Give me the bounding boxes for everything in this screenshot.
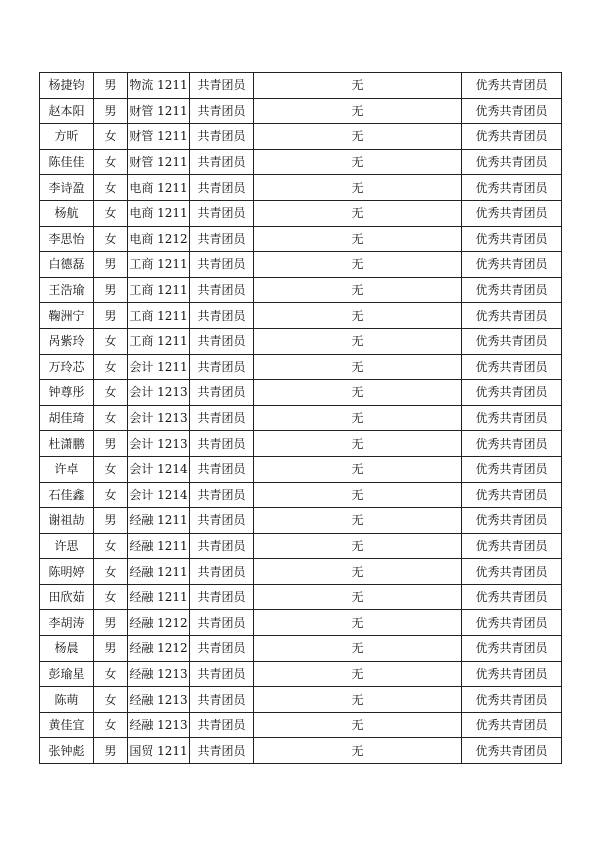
class-cell: 会计 1213: [128, 405, 190, 431]
remark-cell: 无: [254, 636, 462, 662]
remark-cell: 无: [254, 405, 462, 431]
gender-cell: 女: [94, 380, 128, 406]
student-name-cell: 陈明婷: [40, 559, 94, 585]
class-cell: 会计 1211: [128, 354, 190, 380]
honor-cell: 优秀共青团员: [462, 508, 562, 534]
table-row: [40, 661, 562, 687]
student-name-cell: 李思怡: [40, 226, 94, 252]
political-status-cell: 共青团员: [190, 405, 254, 431]
political-status-cell: 共青团员: [190, 200, 254, 226]
gender-cell: 女: [94, 200, 128, 226]
gender-cell: 女: [94, 175, 128, 201]
remark-cell: 无: [254, 380, 462, 406]
honor-cell: 优秀共青团员: [462, 149, 562, 175]
remark-cell: 无: [254, 98, 462, 124]
gender-cell: 女: [94, 584, 128, 610]
honor-cell: 优秀共青团员: [462, 328, 562, 354]
student-name-cell: 杜潇鹏: [40, 431, 94, 457]
table-row: [40, 328, 562, 354]
honor-cell: 优秀共青团员: [462, 559, 562, 585]
honor-cell: 优秀共青团员: [462, 200, 562, 226]
political-status-cell: 共青团员: [190, 712, 254, 738]
class-cell: 会计 1213: [128, 431, 190, 457]
political-status-cell: 共青团员: [190, 98, 254, 124]
class-cell: 工商 1211: [128, 303, 190, 329]
remark-cell: 无: [254, 712, 462, 738]
political-status-cell: 共青团员: [190, 380, 254, 406]
table-row: [40, 508, 562, 534]
class-cell: 工商 1211: [128, 252, 190, 278]
political-status-cell: 共青团员: [190, 277, 254, 303]
student-name-cell: 黄佳宜: [40, 712, 94, 738]
honor-cell: 优秀共青团员: [462, 405, 562, 431]
table-row: [40, 687, 562, 713]
student-name-cell: 赵本阳: [40, 98, 94, 124]
class-cell: 物流 1211: [128, 73, 190, 99]
table-row: [40, 200, 562, 226]
class-cell: 经融 1213: [128, 712, 190, 738]
honor-cell: 优秀共青团员: [462, 533, 562, 559]
gender-cell: 女: [94, 661, 128, 687]
political-status-cell: 共青团员: [190, 252, 254, 278]
gender-cell: 女: [94, 328, 128, 354]
political-status-cell: 共青团员: [190, 456, 254, 482]
gender-cell: 女: [94, 124, 128, 150]
table-row: [40, 610, 562, 636]
student-name-cell: 王浩瑜: [40, 277, 94, 303]
remark-cell: 无: [254, 73, 462, 99]
table-row: [40, 405, 562, 431]
remark-cell: 无: [254, 738, 462, 764]
political-status-cell: 共青团员: [190, 508, 254, 534]
gender-cell: 男: [94, 610, 128, 636]
table-row: [40, 73, 562, 99]
remark-cell: 无: [254, 687, 462, 713]
honor-cell: 优秀共青团员: [462, 226, 562, 252]
gender-cell: 女: [94, 456, 128, 482]
remark-cell: 无: [254, 175, 462, 201]
student-name-cell: 杨捷钧: [40, 73, 94, 99]
honor-roster-table: [39, 72, 562, 764]
table-row: [40, 559, 562, 585]
student-name-cell: 许卓: [40, 456, 94, 482]
remark-cell: 无: [254, 559, 462, 585]
table-row: [40, 175, 562, 201]
table-row: [40, 149, 562, 175]
class-cell: 国贸 1211: [128, 738, 190, 764]
gender-cell: 男: [94, 303, 128, 329]
honor-cell: 优秀共青团员: [462, 277, 562, 303]
class-cell: 电商 1211: [128, 175, 190, 201]
class-cell: 经融 1211: [128, 584, 190, 610]
remark-cell: 无: [254, 610, 462, 636]
gender-cell: 女: [94, 149, 128, 175]
honor-cell: 优秀共青团员: [462, 303, 562, 329]
remark-cell: 无: [254, 277, 462, 303]
remark-cell: 无: [254, 124, 462, 150]
student-name-cell: 李诗盈: [40, 175, 94, 201]
class-cell: 财管 1211: [128, 124, 190, 150]
student-name-cell: 田欣茹: [40, 584, 94, 610]
political-status-cell: 共青团员: [190, 610, 254, 636]
table-row: [40, 354, 562, 380]
student-name-cell: 陈佳佳: [40, 149, 94, 175]
honor-cell: 优秀共青团员: [462, 610, 562, 636]
class-cell: 经融 1211: [128, 508, 190, 534]
gender-cell: 女: [94, 712, 128, 738]
student-name-cell: 石佳鑫: [40, 482, 94, 508]
student-name-cell: 钟尊彤: [40, 380, 94, 406]
table-row: [40, 226, 562, 252]
gender-cell: 男: [94, 277, 128, 303]
remark-cell: 无: [254, 226, 462, 252]
political-status-cell: 共青团员: [190, 431, 254, 457]
student-name-cell: 方昕: [40, 124, 94, 150]
student-name-cell: 谢祖劼: [40, 508, 94, 534]
class-cell: 会计 1214: [128, 456, 190, 482]
table-row: [40, 277, 562, 303]
table-row: [40, 98, 562, 124]
remark-cell: 无: [254, 303, 462, 329]
class-cell: 经融 1213: [128, 661, 190, 687]
student-name-cell: 彭瑜星: [40, 661, 94, 687]
gender-cell: 男: [94, 252, 128, 278]
remark-cell: 无: [254, 431, 462, 457]
class-cell: 电商 1212: [128, 226, 190, 252]
table-row: [40, 584, 562, 610]
class-cell: 财管 1211: [128, 98, 190, 124]
remark-cell: 无: [254, 200, 462, 226]
honor-cell: 优秀共青团员: [462, 252, 562, 278]
political-status-cell: 共青团员: [190, 124, 254, 150]
class-cell: 财管 1211: [128, 149, 190, 175]
table-row: [40, 456, 562, 482]
honor-cell: 优秀共青团员: [462, 687, 562, 713]
honor-cell: 优秀共青团员: [462, 124, 562, 150]
gender-cell: 男: [94, 431, 128, 457]
political-status-cell: 共青团员: [190, 661, 254, 687]
student-name-cell: 陈萌: [40, 687, 94, 713]
honor-cell: 优秀共青团员: [462, 175, 562, 201]
remark-cell: 无: [254, 584, 462, 610]
remark-cell: 无: [254, 149, 462, 175]
remark-cell: 无: [254, 354, 462, 380]
table-row: [40, 533, 562, 559]
political-status-cell: 共青团员: [190, 636, 254, 662]
gender-cell: 女: [94, 533, 128, 559]
class-cell: 经融 1211: [128, 533, 190, 559]
student-name-cell: 李胡涛: [40, 610, 94, 636]
political-status-cell: 共青团员: [190, 559, 254, 585]
political-status-cell: 共青团员: [190, 73, 254, 99]
student-name-cell: 杨航: [40, 200, 94, 226]
honor-cell: 优秀共青团员: [462, 98, 562, 124]
remark-cell: 无: [254, 252, 462, 278]
remark-cell: 无: [254, 533, 462, 559]
honor-cell: 优秀共青团员: [462, 380, 562, 406]
student-name-cell: 许思: [40, 533, 94, 559]
class-cell: 经融 1212: [128, 610, 190, 636]
honor-cell: 优秀共青团员: [462, 482, 562, 508]
honor-cell: 优秀共青团员: [462, 431, 562, 457]
remark-cell: 无: [254, 328, 462, 354]
class-cell: 会计 1214: [128, 482, 190, 508]
class-cell: 工商 1211: [128, 277, 190, 303]
student-name-cell: 鞠洲宁: [40, 303, 94, 329]
table-row: [40, 431, 562, 457]
student-name-cell: 呙紫玲: [40, 328, 94, 354]
political-status-cell: 共青团员: [190, 149, 254, 175]
gender-cell: 女: [94, 559, 128, 585]
honor-cell: 优秀共青团员: [462, 456, 562, 482]
table-row: [40, 303, 562, 329]
gender-cell: 男: [94, 98, 128, 124]
political-status-cell: 共青团员: [190, 482, 254, 508]
class-cell: 会计 1213: [128, 380, 190, 406]
gender-cell: 男: [94, 73, 128, 99]
remark-cell: 无: [254, 508, 462, 534]
gender-cell: 男: [94, 508, 128, 534]
political-status-cell: 共青团员: [190, 533, 254, 559]
gender-cell: 女: [94, 354, 128, 380]
student-name-cell: 胡佳琦: [40, 405, 94, 431]
class-cell: 电商 1211: [128, 200, 190, 226]
honor-cell: 优秀共青团员: [462, 738, 562, 764]
gender-cell: 男: [94, 738, 128, 764]
honor-cell: 优秀共青团员: [462, 73, 562, 99]
table-row: [40, 482, 562, 508]
honor-cell: 优秀共青团员: [462, 354, 562, 380]
political-status-cell: 共青团员: [190, 226, 254, 252]
political-status-cell: 共青团员: [190, 687, 254, 713]
political-status-cell: 共青团员: [190, 584, 254, 610]
political-status-cell: 共青团员: [190, 738, 254, 764]
student-name-cell: 万玲芯: [40, 354, 94, 380]
class-cell: 经融 1211: [128, 559, 190, 585]
gender-cell: 女: [94, 687, 128, 713]
honor-cell: 优秀共青团员: [462, 661, 562, 687]
political-status-cell: 共青团员: [190, 303, 254, 329]
honor-cell: 优秀共青团员: [462, 712, 562, 738]
table-row: [40, 712, 562, 738]
gender-cell: 女: [94, 482, 128, 508]
honor-roster-body: [40, 73, 562, 764]
gender-cell: 女: [94, 405, 128, 431]
table-row: [40, 636, 562, 662]
student-name-cell: 杨晨: [40, 636, 94, 662]
table-row: [40, 252, 562, 278]
honor-cell: 优秀共青团员: [462, 636, 562, 662]
honor-cell: 优秀共青团员: [462, 584, 562, 610]
gender-cell: 男: [94, 636, 128, 662]
table-row: [40, 738, 562, 764]
remark-cell: 无: [254, 456, 462, 482]
political-status-cell: 共青团员: [190, 354, 254, 380]
table-row: [40, 124, 562, 150]
political-status-cell: 共青团员: [190, 328, 254, 354]
student-name-cell: 白德磊: [40, 252, 94, 278]
class-cell: 工商 1211: [128, 328, 190, 354]
political-status-cell: 共青团员: [190, 175, 254, 201]
remark-cell: 无: [254, 482, 462, 508]
class-cell: 经融 1213: [128, 687, 190, 713]
table-row: [40, 380, 562, 406]
student-name-cell: 张钟彪: [40, 738, 94, 764]
remark-cell: 无: [254, 661, 462, 687]
gender-cell: 女: [94, 226, 128, 252]
class-cell: 经融 1212: [128, 636, 190, 662]
